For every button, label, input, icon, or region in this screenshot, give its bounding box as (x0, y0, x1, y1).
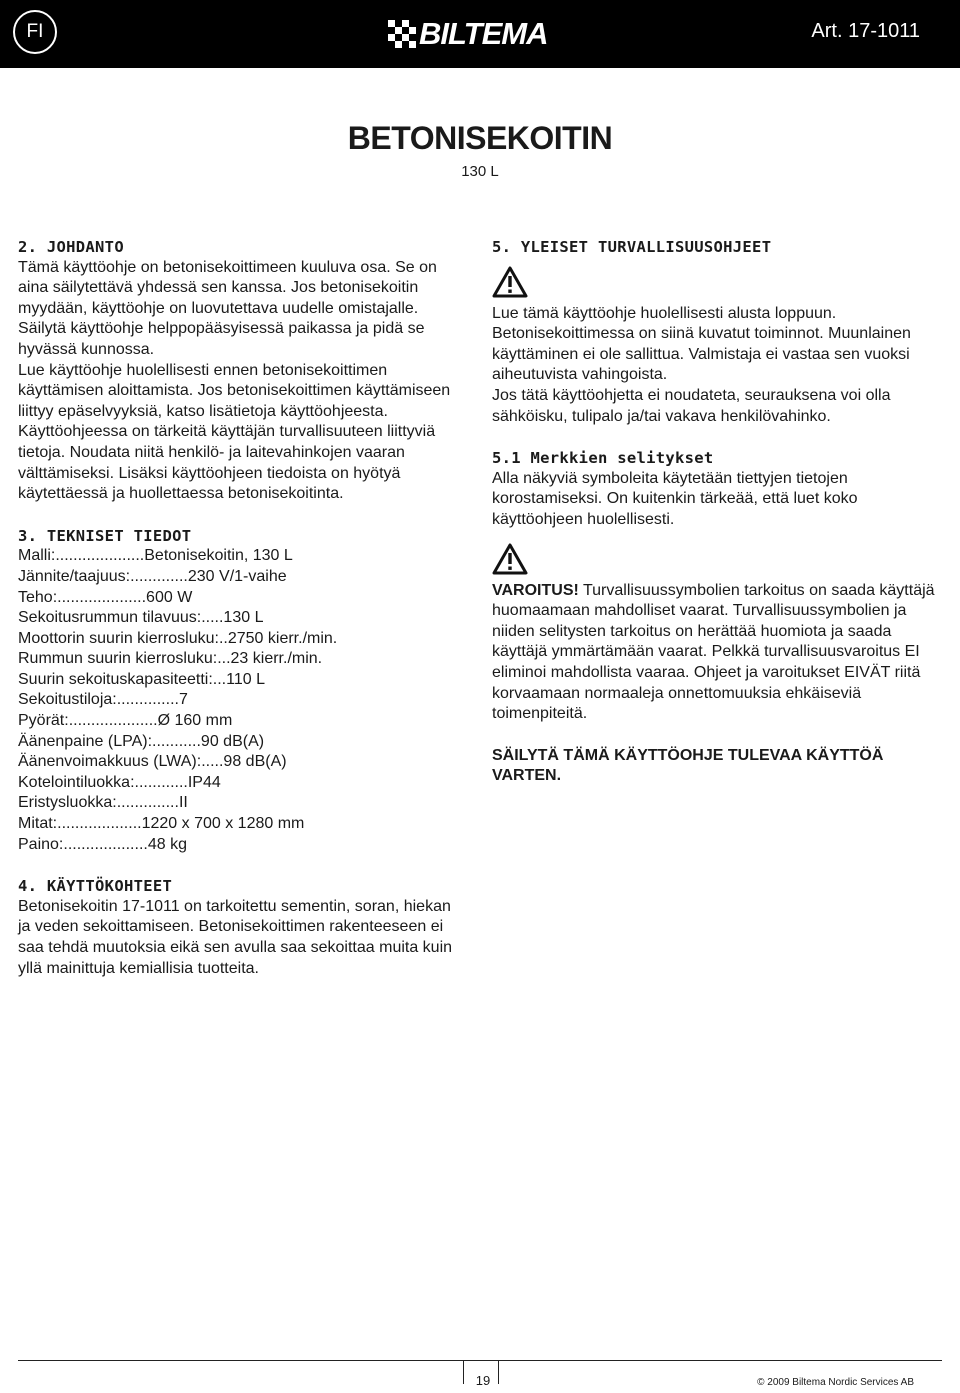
paragraph: Betonisekoitin 17-1011 on tarkoitettu sementin, soran, hiekan ja veden sekoittamiseen. Betonisekoittimen rakenteeseen ei saa tehdä muutoksia eikä sen avulla saa sekoittaa muita kuin yllä mainittuja kemiallisia tuotteita. (18, 897, 453, 977)
warning-label: VAROITUS! (492, 581, 579, 599)
page-number: 19 (475, 1373, 491, 1388)
spec-label: Äänenvoimakkuus (LWA): (18, 753, 202, 771)
spec-row (18, 732, 458, 753)
spec-label: Kotelointiluokka: (18, 773, 135, 791)
spec-dots: ..... (201, 609, 224, 627)
spec-dots: ..... (201, 753, 224, 771)
subsection-heading: 5.1 Merkkien selitykset (492, 449, 714, 468)
spec-dots: .............. (116, 794, 179, 812)
section-heading: 2. JOHDANTO (18, 238, 124, 256)
spec-dots: ............ (134, 773, 188, 791)
left-column (18, 237, 458, 979)
paragraph: Jos tätä käyttöohjetta ei noudateta, seurauksena voi olla sähköisku, tulipalo ja/tai vakava henkilövahinko. (492, 386, 891, 425)
footer-divider (18, 1360, 942, 1361)
spec-label: Rummun suurin kierrosluku: (18, 650, 218, 668)
spec-label: Mitat: (18, 815, 58, 833)
spec-value: 1220 x 700 x 1280 mm (141, 815, 305, 833)
section-heading: 5. YLEISET TURVALLISUUSOHJEET (492, 238, 772, 256)
spec-row (18, 588, 458, 609)
spec-value: 98 dB(A) (223, 753, 287, 771)
spec-label: Moottorin suurin kierrosluku: (18, 629, 219, 647)
spec-label: Jännite/taajuus: (18, 567, 131, 585)
paragraph: Alla näkyviä symboleita käytetään tiettyjen tietojen korostamiseksi. On kuitenkin tärkeää, että luet koko käyttöohjeen huolellisesti. (492, 469, 858, 528)
paragraph: Tämä käyttöohje on betonisekoittimeen kuuluva osa. Se on aina säilytettävä yhdessä sen kanssa. Jos betonisekoitin myydään, käyttöohje on luovutettava uudelle omistajalle. Säilytä käyttöohje helppopääsyisessä paikassa ja pidä se hyvässä kunnossa. (18, 258, 437, 358)
checker-logo-icon (388, 20, 416, 48)
spec-label: Suurin sekoituskapasiteetti: (18, 670, 213, 688)
spec-row (18, 608, 458, 629)
spec-value: 2750 kierr./min. (227, 629, 338, 647)
paragraph: Lue käyttöohje huolellisesti ennen betonisekoittimen käyttämisen aloittamista. Jos betonisekoittimen käyttämiseen liittyy epäselvyyksiä, katso lisätietoja käyttöohjeesta. (18, 361, 451, 420)
spec-row (18, 793, 458, 814)
spec-label: Sekoitustiloja: (18, 691, 117, 709)
brand-logo (388, 16, 547, 52)
spec-label: Eristysluokka: (18, 794, 117, 812)
warning-paragraph (492, 581, 942, 725)
spec-row (18, 814, 458, 835)
spec-label: Äänenpaine (LPA): (18, 732, 153, 750)
spec-value: Betonisekoitin, 130 L (144, 547, 293, 565)
spec-row (18, 629, 458, 650)
article-number: Art. 17-1011 (811, 20, 920, 42)
spec-value: 90 dB(A) (200, 732, 265, 750)
copyright-notice: © 2009 Biltema Nordic Services AB (757, 1377, 914, 1388)
spec-row (18, 690, 458, 711)
spec-dots: ............. (130, 567, 188, 585)
spec-dots: .................... (57, 588, 147, 606)
spec-value: IP44 (187, 773, 221, 791)
spec-row (18, 649, 458, 670)
paragraph: Käyttöohjeessa on tärkeitä käyttäjän turvallisuuteen liittyviä tietoja. Noudata niitä henkilö- ja laitevahinkojen vaaran välttämiseksi. Lisäksi käyttöohjeen tiedoista on hyötyä käytettäessä ja huollettaessa betonisekoitinta. (18, 423, 436, 503)
spec-value: 230 V/1-vaihe (187, 567, 287, 585)
paragraph: Lue tämä käyttöohje huolellisesti alusta loppuun. Betonisekoittimessa on siinä kuvatut toiminnot. Muunlainen käyttäminen ei ole sallittua. Valmistaja ei vastaa sen vuoksi aiheutuvista vahingoista. (492, 304, 911, 384)
spec-dots: .............. (116, 691, 179, 709)
spec-dots: ........... (152, 732, 201, 750)
section-heading: 3. TEKNISET TIEDOT (18, 526, 192, 545)
spec-value: 600 W (146, 588, 193, 606)
spec-row (18, 567, 458, 588)
spec-value: 7 (178, 691, 188, 709)
spec-row (18, 835, 458, 856)
spec-dots: ... (217, 650, 231, 668)
spec-list (18, 546, 458, 855)
spec-row (18, 546, 458, 567)
spec-row (18, 711, 458, 732)
warning-triangle-icon (492, 543, 528, 575)
spec-dots: ................... (63, 835, 148, 853)
spec-value: 23 kierr./min. (230, 650, 323, 668)
document-title: BETONISEKOITIN (347, 120, 613, 156)
warning-text: Turvallisuussymbolien tarkoitus on saada käyttäjä huomaamaan mahdolliset vaarat. Turvallisuussymbolien ja niiden selitysten tarkoitus on herättää huomiota ja saada käyttäjä ymmärtämään vaarat. Pelkkä turvallisuusvaroitus EI eliminoi mahdollista vaaraa. Ohjeet ja varoitukset EIVÄT riitä korvaamaan normaaleja onnettomuuksia ehkäiseviä toimenpiteitä. (492, 581, 935, 723)
spec-value: 48 kg (147, 835, 187, 853)
spec-row (18, 670, 458, 691)
spec-value: Ø 160 mm (157, 712, 233, 730)
spec-dots: ................... (57, 815, 142, 833)
spec-row (18, 752, 458, 773)
spec-value: II (178, 794, 188, 812)
spec-label: Sekoitusrummun tilavuus: (18, 609, 202, 627)
spec-dots: .. (218, 629, 228, 647)
language-badge: FI (13, 10, 57, 54)
spec-value: 130 L (223, 609, 264, 627)
warning-triangle-icon (492, 266, 528, 298)
spec-dots: .................... (55, 547, 145, 565)
spec-dots: .................... (68, 712, 158, 730)
section-heading: 4. KÄYTTÖKOHTEET (18, 877, 173, 896)
spec-value: 110 L (226, 670, 265, 688)
spec-label: Paino: (18, 835, 64, 853)
brand-name: BILTEMA (419, 16, 548, 51)
spec-label: Teho: (18, 588, 58, 606)
header-bar (0, 0, 960, 68)
right-column (492, 237, 942, 787)
keep-notice: SÄILYTÄ TÄMÄ KÄYTTÖOHJE TULEVAA KÄYTTÖÄ VARTEN. (492, 746, 884, 785)
spec-dots: ... (212, 670, 227, 688)
page-number-frame-left (463, 1360, 464, 1384)
spec-label: Malli: (18, 547, 56, 565)
document-subtitle: 130 L (461, 163, 499, 180)
spec-row (18, 773, 458, 794)
spec-label: Pyörät: (18, 712, 69, 730)
page-number-frame-right (498, 1360, 499, 1384)
